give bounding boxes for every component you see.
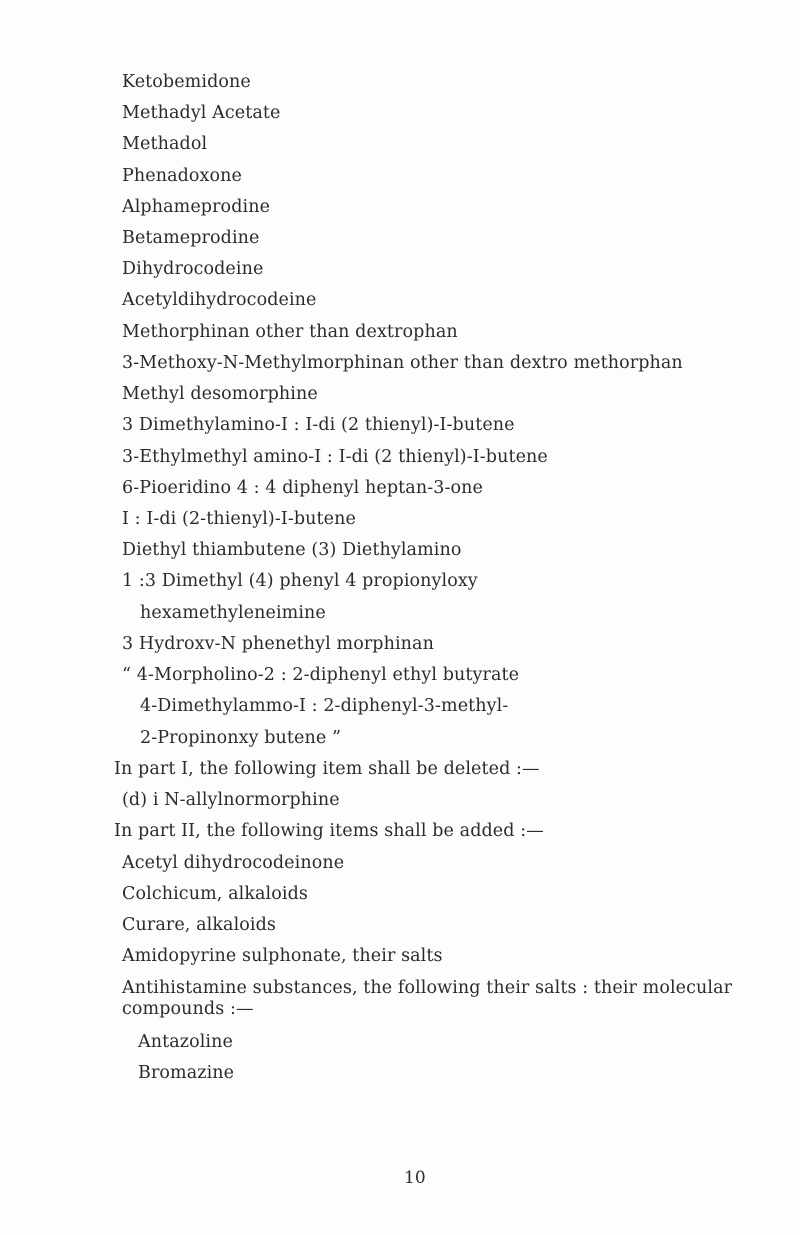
drug-diethyl-thiambutene: Diethyl thiambutene (3) Diethylamino [122,540,462,560]
added-amidopyrine: Amidopyrine sulphonate, their salts [122,946,443,966]
drug-ethylmethyl-amino-butene: 3-Ethylmethyl amino-I : I-di (2 thienyl)-I-butene [122,447,548,467]
drug-betameprodine: Betameprodine [122,228,260,248]
added-colchicum: Colchicum, alkaloids [122,884,308,904]
drug-methadol: Methadol [122,134,208,154]
drug-morpholino-butyrate: “ 4-Morpholino-2 : 2-diphenyl ethyl butyrate [122,665,520,685]
drug-methoxy-methylmorphinan: 3-Methoxy-N-Methylmorphinan other than dextro methorphan [122,353,683,373]
added-acetyl-dihydrocodeinone: Acetyl dihydrocodeinone [122,853,345,873]
drug-dimethylamino-diphenyl: 4-Dimethylammo-I : 2-diphenyl-3-methyl- [140,696,509,716]
added-antihistamine-continuation: compounds :— [122,999,254,1019]
part-two-addition-heading: In part II, the following items shall be added :— [114,821,544,841]
drug-ketobemidone: Ketobemidone [122,72,251,92]
page-number: 10 [404,1168,426,1188]
added-curare: Curare, alkaloids [122,915,276,935]
drug-alphameprodine: Alphameprodine [122,197,271,217]
drug-hydroxy-phenethyl-morphinan: 3 Hydroxv-N phenethyl morphinan [122,634,434,654]
drug-methadyl-acetate: Methadyl Acetate [122,103,281,123]
drug-dihydrocodeine: Dihydrocodeine [122,259,264,279]
drug-acetyldihydrocodeine: Acetyldihydrocodeine [122,290,317,310]
drug-propinonxy-butene: 2-Propinonxy butene ” [140,728,342,748]
drug-pioeridino-heptanone: 6-Pioeridino 4 : 4 diphenyl heptan-3-one [122,478,483,498]
drug-dithienyl-butene: I : I-di (2-thienyl)-I-butene [122,509,356,529]
drug-dimethyl-phenyl-propionyloxy: 1 :3 Dimethyl (4) phenyl 4 propionyloxy [122,571,478,591]
added-antihistamine-heading: Antihistamine substances, the following their salts : their molecular [122,978,733,998]
added-bromazine: Bromazine [138,1063,235,1083]
drug-methyl-desomorphine: Methyl desomorphine [122,384,318,404]
drug-hexamethyleneimine: hexamethyleneimine [140,603,326,623]
added-antazoline: Antazoline [138,1032,233,1052]
drug-methorphinan: Methorphinan other than dextrophan [122,322,458,342]
drug-dimethylamino-butene: 3 Dimethylamino-I : I-di (2 thienyl)-I-butene [122,415,515,435]
drug-phenadoxone: Phenadoxone [122,166,242,186]
deleted-item-allylnormorphine: (d) i N-allylnormorphine [122,790,340,810]
part-one-deletion-heading: In part I, the following item shall be deleted :— [114,759,540,779]
